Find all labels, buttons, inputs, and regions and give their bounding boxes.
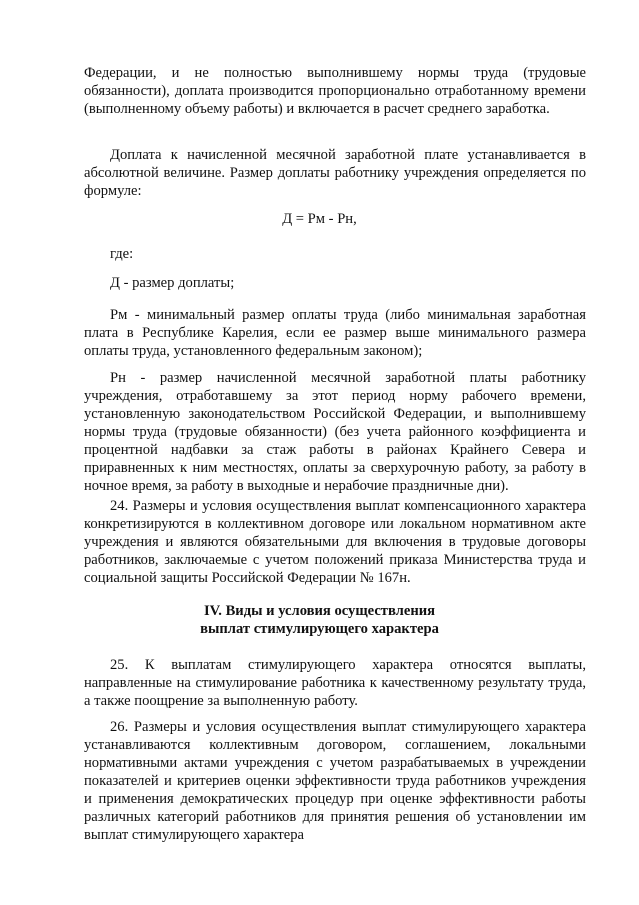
section-heading-line-2: выплат стимулирующего характера: [200, 621, 439, 637]
paragraph-doplata: Доплата к начисленной месячной заработной плате устанавливается в абсолютной величине. Размер доплаты работнику учреждения определяется по формуле:: [84, 147, 586, 199]
section-heading-line-1: IV. Виды и условия осуществления: [203, 603, 436, 619]
paragraph-25: 25. К выплатам стимулирующего характера относятся выплаты, направленные на стимулирование работника к качественному результату труда, а также поощрение за выполненную работу.: [84, 657, 586, 709]
where-label: где:: [110, 246, 134, 262]
paragraph-26: 26. Размеры и условия осуществления выплат стимулирующего характера устанавливаются коллективным договором, соглашением, локальными нормативными актами учреждения с учетом разрабатываемых в учреждении показателей и критериев оценки эффективности труда работников учреждения и применения демократических процедур при оценке эффективности работы различных категорий работников для принятия решения об установлении им выплат стимулирующего характера: [84, 719, 586, 843]
definition-rm: Рм - минимальный размер оплаты труда (либо минимальная заработная плата в Республике Карелия, если ее размер выше минимального размера оплаты труда, установленного федеральным законом);: [84, 307, 586, 359]
paragraph-continuation: Федерации, и не полностью выполнившему нормы труда (трудовые обязанности), доплата производится пропорционально отработанному времени (выполненному объему работы) и включается в расчет среднего заработка.: [84, 65, 586, 117]
definition-rn: Рн - размер начисленной месячной заработной платы работнику учреждения, отработавшему за этот период норму рабочего времени, установленную законодательством Российской Федерации, и выполнившему нормы труда (трудовые обязанности) (без учета районного коэффициента и процентной надбавки за стаж работы в районах Крайнего Севера и приравненных к ним местностях, оплаты за сверхурочную работу, за работу в ночное время, за работу в выходные и нерабочие праздничные дни).: [84, 370, 586, 494]
paragraph-24: 24. Размеры и условия осуществления выплат компенсационного характера конкретизируются в коллективном договоре или локальном нормативном акте учреждения и являются обязательными для включения в трудовые договоры работников, заключаемые с учетом положений приказа Министерства труда и социальной защиты Российской Федерации № 167н.: [84, 498, 586, 586]
formula: Д = Рм - Рн,: [282, 211, 357, 227]
definition-d: Д - размер доплаты;: [110, 275, 235, 291]
